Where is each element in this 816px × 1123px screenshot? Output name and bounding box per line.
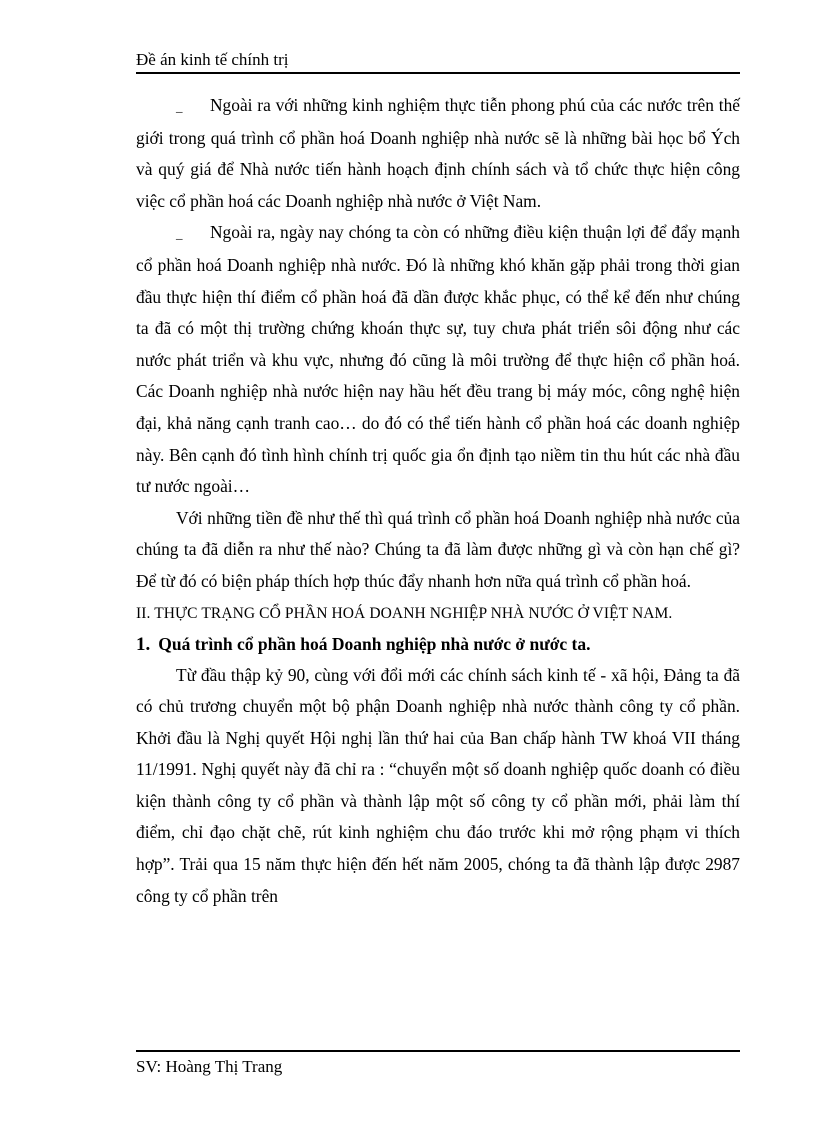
paragraph-text-1: Ngoài ra với những kinh nghiệm thực tiễn phong phú của các nước trên thế giới trong quá trình cổ phần hoá Doanh nghiệp nhà nước sẽ là những bài học bổ Ých và quý giá để Nhà nước tiến hành hoạch định chính sách và tổ chức thực hiện công việc cổ phần hoá các Doanh nghiệp nhà nước ở Việt Nam. [136, 95, 740, 211]
sub-heading [136, 629, 740, 660]
paragraph-bullet-1 [136, 90, 740, 217]
document-body [136, 90, 740, 912]
paragraph-text-2: Ngoài ra, ngày nay chóng ta còn có những điều kiện thuận lợi để đẩy mạnh cổ phần hoá Doanh nghiệp nhà nước. Đó là những khó khăn gặp phải trong thời gian đầu thực hiện thí điểm cổ phần hoá đã dần được khắc phục, có thể kể đến như chúng ta đã có một thị trường chứng khoán thực sự, tuy chưa phát triển sôi động như các nước phát triển và khu vực, nhưng đó cũng là môi trường để thực hiện cổ phần hoá. Các Doanh nghiệp nhà nước hiện nay hầu hết đều trang bị máy móc, công nghệ hiện đại, khả năng cạnh tranh cao… do đó có thể tiến hành cổ phần hoá các doanh nghiệp này. Bên cạnh đó tình hình chính trị quốc gia ổn định tạo niềm tin thu hút các nhà đầu tư nước ngoài… [136, 222, 740, 497]
bullet-dash-1: _ [176, 99, 183, 114]
paragraph-bullet-2 [136, 217, 740, 502]
paragraph-4: Từ đầu thập kỷ 90, cùng với đổi mới các chính sách kinh tế - xã hội, Đảng ta đã có chủ trương chuyển một bộ phận Doanh nghiệp nhà nước thành công ty cổ phần. Khởi đầu là Nghị quyết Hội nghị lần thứ hai của Ban chấp hành TW khoá VII tháng 11/1991. Nghị quyết này đã chỉ ra : “chuyển một số doanh nghiệp quốc doanh có điều kiện thành công ty cổ phần và thành lập một số công ty cổ phần mới, phải làm thí điểm, chỉ đạo chặt chẽ, rút kinh nghiệm chu đáo trước khi mở rộng phạm vi thích hợp”. Trải qua 15 năm thực hiện đến hết năm 2005, chóng ta đã thành lập được 2987 công ty cổ phần trên [136, 664, 740, 906]
footer-divider [136, 1050, 740, 1052]
paragraph-3: Với những tiền đề như thế thì quá trình cổ phần hoá Doanh nghiệp nhà nước của chúng ta đã diễn ra như thế nào? Chúng ta đã làm được những gì và còn hạn chế gì? Để từ đó có biện pháp thích hợp thúc đẩy nhanh hơn nữa quá trình cổ phần hoá. [136, 507, 740, 591]
sub-heading-text: Quá trình cổ phần hoá Doanh nghiệp nhà nước ở nước ta. [158, 633, 591, 654]
section-heading: II. THỰC TRẠNG CỔ PHẦN HOÁ DOANH NGHIỆP NHÀ NƯỚC Ở VIỆT NAM. [136, 604, 673, 622]
bullet-dash-2: _ [176, 226, 183, 242]
page-footer: SV: Hoàng Thị Trang [136, 1057, 283, 1076]
page-header: Đề án kinh tế chính trị [136, 50, 289, 69]
header-divider [136, 72, 740, 74]
sub-heading-number: 1. [136, 633, 151, 655]
